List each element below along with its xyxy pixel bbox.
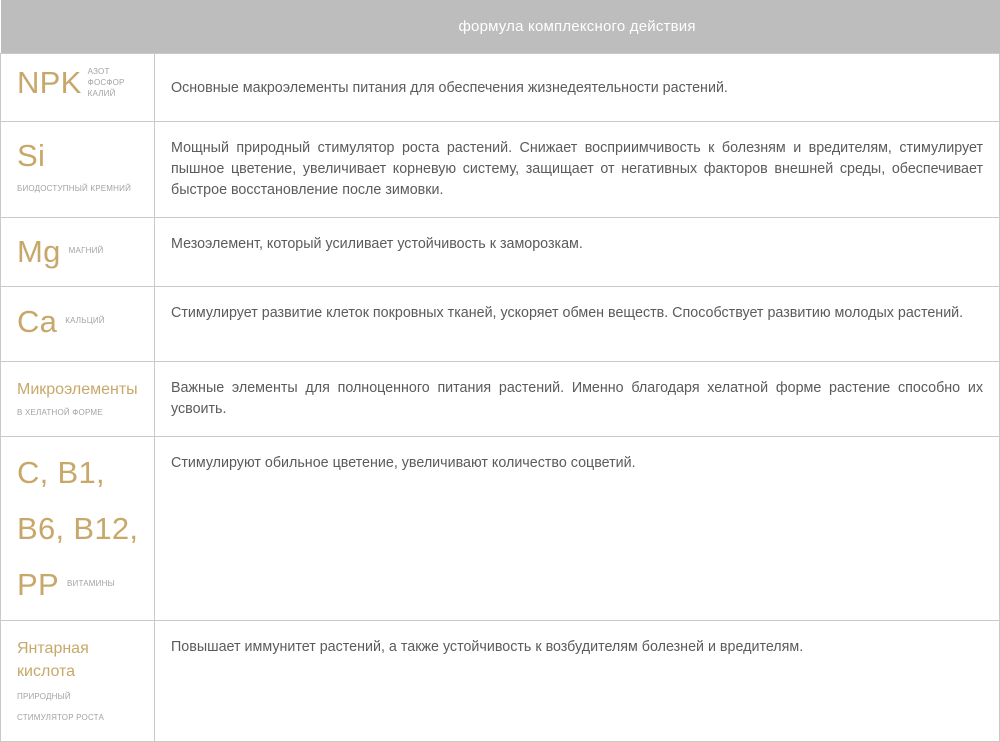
element-cell [1,286,155,361]
element-name-line: B6, B12, [17,510,139,546]
element-description: Стимулирует развитие клеток покровных тканей, ускоряет обмен веществ. Способствует развитию молодых растений. [171,304,964,321]
element-caption: СТИМУЛЯТОР РОСТА [17,713,105,723]
element-name-line: C, B1, [17,454,105,490]
element-caption: КАЛИЙ [87,88,116,98]
table-row [1,53,1000,121]
table-row [1,286,1000,361]
element-caption: КАЛЬЦИЙ [65,316,105,326]
element-name-line: PP [17,566,59,602]
element-cell [1,53,155,121]
element-name: NPK [17,64,82,100]
table-row [1,121,1000,217]
table-row [1,620,1000,741]
element-description: Основные макроэлементы питания для обеспечения жизнедеятельности растений. [171,79,728,96]
table-header-row [1,0,1000,53]
element-name-line: Янтарная [17,639,89,657]
element-caption: ПРИРОДНЫЙ [17,691,71,701]
element-cell [1,436,155,620]
element-description: Мощный природный стимулятор роста растений. Снижает восприимчивость к болезням и вредителям, стимулирует пышное цветение, увеличивает корневую систему, защищает от негативных факторов внешней среды, обеспечивает быстрое восстановление после зимовки. [171,139,983,198]
element-cell [1,217,155,286]
element-name: Si [17,137,46,173]
table-row [1,361,1000,436]
element-caption: ВИТАМИНЫ [66,579,115,589]
element-caption: МАГНИЙ [68,246,104,256]
element-description: Мезоэлемент, который усиливает устойчивость к заморозкам. [171,235,583,252]
description-cell [155,286,1000,361]
description-cell [155,620,1000,741]
description-cell [155,217,1000,286]
description-cell [155,361,1000,436]
element-name: Ca [17,303,58,339]
table-row [1,436,1000,620]
element-caption: В ХЕЛАТНОЙ ФОРМЕ [17,407,103,417]
element-name: Микроэлементы [17,380,138,398]
description-cell [155,121,1000,217]
element-name-line: кислота [17,662,76,680]
element-cell [1,121,155,217]
element-description: Стимулируют обильное цветение, увеличивают количество соцветий. [171,454,636,471]
element-description: Повышает иммунитет растений, а также устойчивость к возбудителям болезней и вредителям. [171,638,804,655]
table-row [1,217,1000,286]
element-cell [1,361,155,436]
element-caption: АЗОТ [87,66,110,76]
element-cell [1,620,155,741]
element-name: Mg [17,233,61,269]
element-description: Важные элементы для полноценного питания растений. Именно благодаря хелатной форме растение способно их усвоить. [171,379,983,417]
table-title: формула комплексного действия [155,0,1000,53]
description-cell [155,53,1000,121]
element-caption: БИОДОСТУПНЫЙ КРЕМНИЙ [17,183,132,193]
element-caption: ФОСФОР [87,77,125,87]
description-cell [155,436,1000,620]
header-empty-cell [1,0,155,53]
